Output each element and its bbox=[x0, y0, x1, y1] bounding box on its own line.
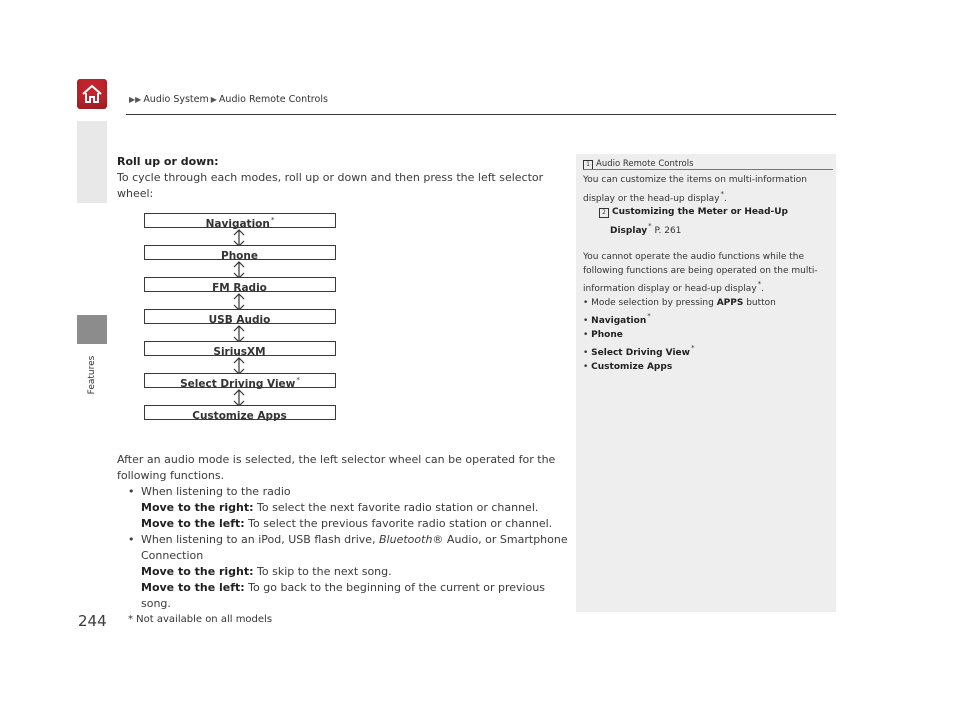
link-arrow-icon: 2 bbox=[599, 208, 609, 218]
side-tab-light bbox=[77, 121, 107, 203]
breadcrumb-arrow-icon: ▶ bbox=[210, 95, 217, 104]
header-divider bbox=[126, 114, 836, 115]
panel-list-item: • Customize Apps bbox=[583, 361, 673, 372]
panel-paragraph: You can customize the items on multi-information display or the head-up display*. bbox=[583, 175, 807, 204]
page-number: 244 bbox=[78, 612, 107, 630]
list-item-detail: Move to the left: To go back to the beginning of the current or previous song. bbox=[141, 581, 546, 610]
mode-box-fm-radio: FM Radio bbox=[144, 277, 336, 292]
mode-box-navigation: Navigation* bbox=[144, 213, 336, 228]
after-text: After an audio mode is selected, the left selector wheel can be operated for the following functions. bbox=[117, 453, 556, 482]
mode-box-customize-apps: Customize Apps bbox=[144, 405, 336, 420]
cross-reference-link-cont[interactable]: Display* P. 261 bbox=[610, 221, 682, 236]
intro-text: To cycle through each modes, roll up or down and then press the left selector wheel: bbox=[117, 171, 544, 200]
list-item: • When listening to an iPod, USB flash drive, Bluetooth® Audio, or Smartphone bbox=[128, 533, 568, 546]
mode-box-usb-audio: USB Audio bbox=[144, 309, 336, 324]
list-item: • When listening to the radio bbox=[128, 485, 291, 498]
list-item-detail: Move to the right: To skip to the next song. bbox=[141, 565, 392, 578]
functions-block bbox=[117, 452, 577, 612]
panel-list-item: • Select Driving View* bbox=[583, 344, 695, 358]
breadcrumb bbox=[127, 94, 328, 105]
mode-box-siriusxm: SiriusXM bbox=[144, 341, 336, 356]
panel-body bbox=[583, 174, 833, 374]
panel-paragraph: You cannot operate the audio functions while the following functions are being operated on the multi-information display or head-up display*. bbox=[583, 252, 818, 294]
bullet-icon: • bbox=[128, 485, 135, 498]
intro-heading: Roll up or down: bbox=[117, 155, 219, 168]
breadcrumb-arrow-icon: ▶▶ bbox=[129, 95, 142, 104]
panel-list-item: • Phone bbox=[583, 329, 623, 340]
mode-box-phone: Phone bbox=[144, 245, 336, 260]
list-item-title-cont: Connection bbox=[141, 549, 204, 562]
side-tab-marker[interactable] bbox=[77, 315, 107, 344]
home-icon bbox=[81, 83, 103, 105]
panel-title: 1 Audio Remote Controls bbox=[583, 159, 694, 170]
intro-block bbox=[117, 154, 557, 202]
cross-reference-link[interactable]: 2 Customizing the Meter or Head-Up bbox=[583, 206, 833, 220]
breadcrumb-item[interactable]: Audio System bbox=[143, 94, 209, 105]
list-item-detail: Move to the left: To select the previous favorite radio station or channel. bbox=[141, 517, 553, 530]
mode-box-select-driving-view: Select Driving View* bbox=[144, 373, 336, 388]
list-item-detail: Move to the right: To select the next favorite radio station or channel. bbox=[141, 501, 539, 514]
panel-divider bbox=[583, 169, 833, 170]
section-label: Features bbox=[87, 355, 97, 395]
panel-list-item: • Navigation* bbox=[583, 312, 651, 326]
note-icon: 1 bbox=[583, 160, 593, 170]
bullet-icon: • bbox=[128, 533, 135, 546]
panel-list-item: • Mode selection by pressing APPS button bbox=[583, 297, 776, 308]
breadcrumb-item[interactable]: Audio Remote Controls bbox=[218, 94, 328, 105]
footnote: * Not available on all models bbox=[128, 614, 273, 625]
home-button[interactable] bbox=[77, 79, 107, 109]
